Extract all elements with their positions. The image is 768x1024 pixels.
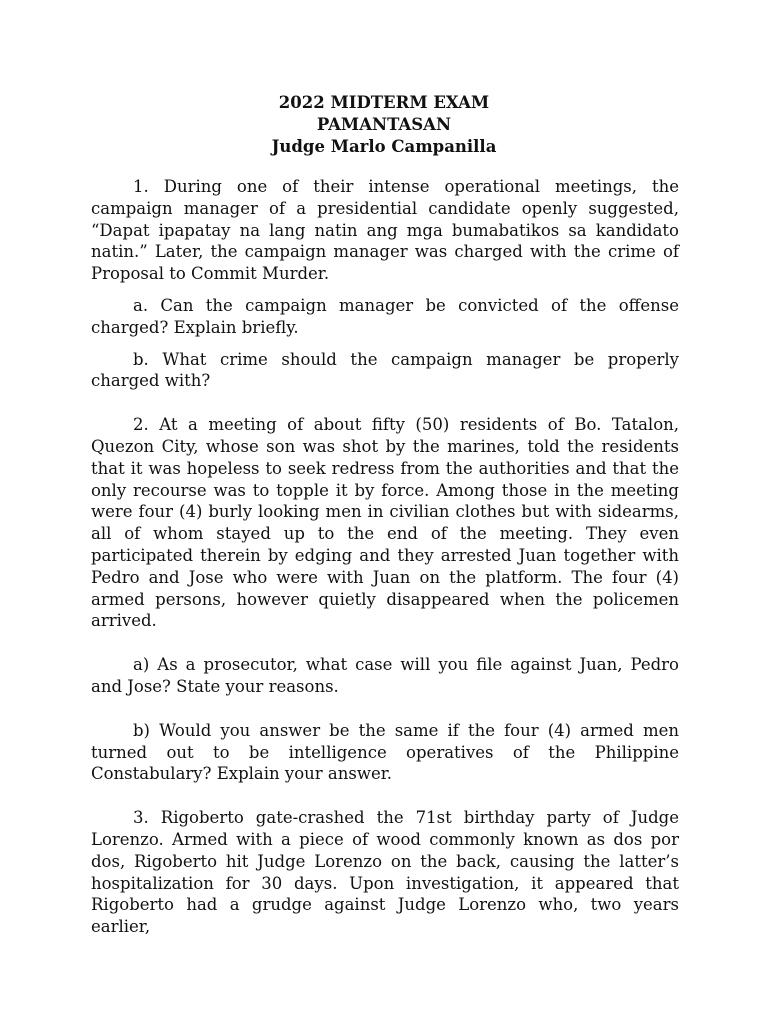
question-2: 2. At a meeting of about fifty (50) residents of Bo. Tatalon, Quezon City, whose son was shot by the marines, told the residents that it was hopeless to seek redress from the authorities and that the only recourse was to topple it by force. Among those in the meeting were four (4) burly looking men in civilian clothes but with sidearms, all of whom stayed up to the end of the meeting. They even participated therein by edging and they arrested Juan together with Pedro and Jose who were with Juan on the platform. The four (4) armed persons, however quietly disappeared when the policemen arrived. [91,415,679,631]
question-1a: a. Can the campaign manager be convicted of the offense charged? Explain briefly. [91,295,679,337]
school-name: PAMANTASAN [316,115,452,134]
question-2b: b) Would you answer be the same if the four (4) armed men turned out to be intelligence operatives of the Philippine Constabulary? Explain your answer. [91,720,679,784]
exam-body [91,176,679,938]
question-2a: a) As a prosecutor, what case will you file against Juan, Pedro and Jose? State your reasons. [91,655,679,696]
exam-header [0,92,768,158]
exam-title: 2022 MIDTERM EXAM [278,93,490,112]
author-name: Judge Marlo Campanilla [271,137,497,156]
question-3: 3. Rigoberto gate-crashed the 71st birthday party of Judge Lorenzo. Armed with a piece of wood commonly known as dos por dos, Rigoberto hit Judge Lorenzo on the back, causing the latter’s hospitalization for 30 days. Upon investigation, it appeared that Rigoberto had a grudge against Judge Lorenzo who, two years earlier, [91,808,679,937]
question-1b: b. What crime should the campaign manager be properly charged with? [91,349,679,391]
question-1: 1. During one of their intense operational meetings, the campaign manager of a presidential candidate openly suggested, “Dapat ipapatay na lang natin ang mga bumabatikos sa kandidato natin.” Later, the campaign manager was charged with the crime of Proposal to Commit Murder. [91,177,679,284]
